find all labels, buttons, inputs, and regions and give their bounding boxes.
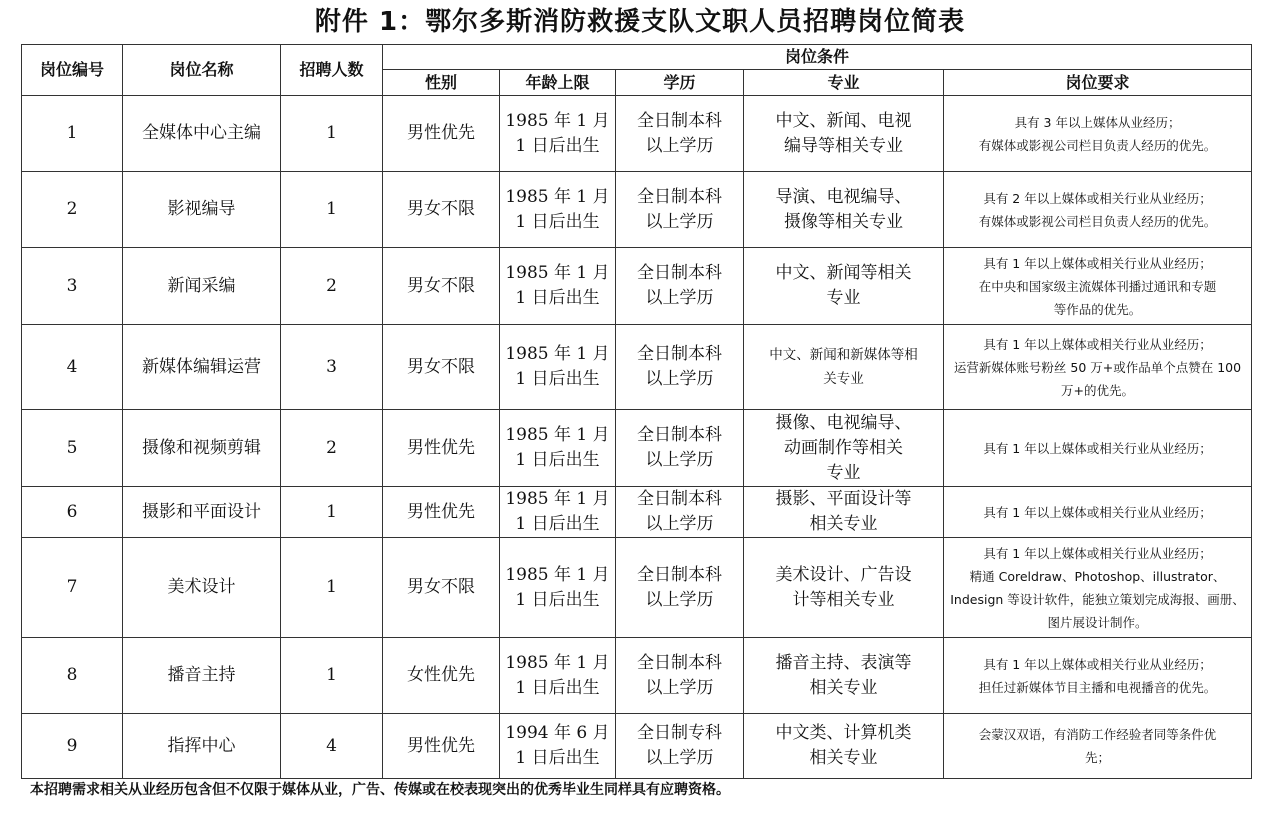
- cell-education-line: 以上学历: [645, 748, 714, 768]
- cell-age-line: 1 日后出生: [515, 748, 600, 768]
- cell-major-line: 摄像、电视编导、: [775, 412, 912, 433]
- cell-age-line: 1985 年 1 月: [505, 110, 610, 131]
- cell-requirements: [944, 538, 1252, 638]
- cell-age-line: 1985 年 1 月: [505, 652, 610, 673]
- cell-requirements-line: 具有 1 年以上媒体或相关行业从业经历；: [983, 255, 1212, 271]
- cell-age-line: 1985 年 1 月: [505, 564, 610, 585]
- cell-major-line: 动画制作等相关: [784, 437, 903, 458]
- cell-major: [744, 172, 944, 248]
- cell-age-line: 1 日后出生: [515, 450, 600, 470]
- cell-requirements-line: 具有 3 年以上媒体从业经历；: [1014, 114, 1181, 130]
- cell-age: [500, 714, 616, 779]
- cell-major-line: 专业: [826, 462, 861, 483]
- cell-id: 5: [22, 410, 123, 487]
- cell-major: [744, 96, 944, 172]
- cell-education: [616, 538, 744, 638]
- cell-count: 1: [281, 487, 383, 538]
- cell-gender: 男女不限: [383, 172, 500, 248]
- cell-count: 2: [281, 248, 383, 325]
- cell-age-line: 1985 年 1 月: [505, 344, 610, 364]
- cell-education-line: 以上学历: [645, 288, 714, 308]
- cell-id: 4: [22, 325, 123, 410]
- cell-position-name: 全媒体中心主编: [123, 96, 281, 172]
- cell-id: 2: [22, 172, 123, 248]
- cell-major: [744, 248, 944, 325]
- cell-position-name: 新闻采编: [123, 248, 281, 325]
- cell-age-line: 1 日后出生: [515, 589, 600, 610]
- cell-requirements-line: 等作品的优先。: [1053, 301, 1142, 317]
- cell-id: 8: [22, 638, 123, 714]
- table-row: [22, 410, 1252, 487]
- cell-education-line: 以上学历: [645, 450, 714, 470]
- cell-education-line: 以上学历: [645, 589, 714, 610]
- cell-age-line: 1985 年 1 月: [505, 425, 610, 445]
- cell-education-line: 全日制本科: [637, 344, 722, 364]
- cell-count: 4: [281, 714, 383, 779]
- cell-age-line: 1 日后出生: [515, 135, 600, 156]
- cell-requirements-line: 会蒙汉双语，有消防工作经验者同等条件优: [978, 727, 1217, 742]
- cell-major-line: 中文、新闻、电视: [775, 110, 912, 131]
- cell-age-line: 1994 年 6 月: [505, 723, 610, 743]
- cell-count: 1: [281, 538, 383, 638]
- table-row: [22, 538, 1252, 638]
- cell-requirements: [944, 96, 1252, 172]
- table-row: [22, 96, 1252, 172]
- cell-age-line: 1 日后出生: [515, 211, 600, 232]
- cell-age-line: 1985 年 1 月: [505, 263, 610, 283]
- cell-age: [500, 248, 616, 325]
- cell-gender: 男女不限: [383, 538, 500, 638]
- cell-major-line: 中文类、计算机类: [775, 723, 912, 743]
- header-requirements: 岗位要求: [944, 70, 1252, 96]
- cell-id: 6: [22, 487, 123, 538]
- table-row: [22, 714, 1252, 779]
- cell-gender: 男性优先: [383, 410, 500, 487]
- cell-major-line: 相关专业: [809, 514, 878, 534]
- cell-education: [616, 410, 744, 487]
- cell-education-line: 全日制专科: [637, 723, 722, 743]
- table-row: [22, 487, 1252, 538]
- footnote: 本招聘需求相关从业经历包含但不仅限于媒体从业，广告、传媒或在校表现突出的优秀毕业生同样具有应聘资格。: [30, 782, 730, 798]
- cell-requirements-line: 具有 1 年以上媒体或相关行业从业经历；: [983, 336, 1212, 352]
- cell-major-line: 中文、新闻等相关: [775, 263, 912, 283]
- cell-position-name: 新媒体编辑运营: [123, 325, 281, 410]
- cell-education-line: 全日制本科: [637, 564, 722, 585]
- cell-position-name: 指挥中心: [123, 714, 281, 779]
- cell-id: 9: [22, 714, 123, 779]
- cell-requirements: [944, 714, 1252, 779]
- cell-age: [500, 410, 616, 487]
- header-row-top: [22, 45, 1252, 70]
- cell-education-line: 全日制本科: [637, 186, 722, 207]
- cell-position-name: 影视编导: [123, 172, 281, 248]
- cell-requirements-line: 有媒体或影视公司栏目负责人经历的优先。: [978, 213, 1217, 229]
- table-row: [22, 172, 1252, 248]
- cell-education-line: 以上学历: [645, 211, 714, 232]
- cell-education-line: 全日制本科: [637, 263, 722, 283]
- cell-gender: 男性优先: [383, 714, 500, 779]
- cell-requirements: [944, 410, 1252, 487]
- cell-gender: 男性优先: [383, 96, 500, 172]
- cell-education-line: 全日制本科: [637, 489, 722, 509]
- cell-education: [616, 487, 744, 538]
- cell-education-line: 全日制本科: [637, 110, 722, 131]
- cell-requirements-line: 先；: [1085, 750, 1111, 765]
- cell-age-line: 1 日后出生: [515, 677, 600, 698]
- cell-education-line: 以上学历: [645, 677, 714, 698]
- cell-age-line: 1985 年 1 月: [505, 489, 610, 509]
- cell-id: 1: [22, 96, 123, 172]
- cell-count: 1: [281, 96, 383, 172]
- cell-requirements-line: 在中央和国家级主流媒体刊播过通讯和专题: [978, 278, 1217, 294]
- cell-major: [744, 487, 944, 538]
- cell-age: [500, 325, 616, 410]
- cell-age: [500, 172, 616, 248]
- cell-major-line: 摄像等相关专业: [784, 211, 903, 232]
- cell-major-line: 专业: [826, 288, 861, 308]
- cell-age-line: 1 日后出生: [515, 288, 600, 308]
- cell-count: 3: [281, 325, 383, 410]
- cell-requirements-line: 图片展设计制作。: [1047, 614, 1148, 630]
- cell-education-line: 以上学历: [645, 514, 714, 534]
- cell-age: [500, 487, 616, 538]
- cell-major: [744, 325, 944, 410]
- cell-age-line: 1 日后出生: [515, 369, 600, 389]
- cell-education: [616, 248, 744, 325]
- header-major: 专业: [744, 70, 944, 96]
- cell-count: 1: [281, 638, 383, 714]
- cell-major: [744, 714, 944, 779]
- header-conditions: 岗位条件: [383, 45, 1252, 70]
- cell-requirements: [944, 325, 1252, 410]
- cell-age-line: 1985 年 1 月: [505, 186, 610, 207]
- cell-age: [500, 638, 616, 714]
- cell-major-line: 中文、新闻和新媒体等相: [769, 347, 918, 363]
- cell-education: [616, 172, 744, 248]
- cell-requirements-line: 具有 2 年以上媒体或相关行业从业经历；: [983, 190, 1212, 206]
- cell-id: 3: [22, 248, 123, 325]
- cell-education-line: 以上学历: [645, 135, 714, 156]
- cell-major-line: 计等相关专业: [792, 589, 895, 610]
- cell-position-name: 美术设计: [123, 538, 281, 638]
- cell-requirements-line: 具有 1 年以上媒体或相关行业从业经历；: [983, 440, 1212, 456]
- cell-major-line: 导演、电视编导、: [775, 186, 912, 207]
- cell-requirements-line: 具有 1 年以上媒体或相关行业从业经历；: [983, 504, 1212, 520]
- cell-requirements-line: 有媒体或影视公司栏目负责人经历的优先。: [978, 137, 1217, 153]
- cell-age-line: 1 日后出生: [515, 514, 600, 534]
- cell-requirements: [944, 248, 1252, 325]
- cell-position-name: 摄影和平面设计: [123, 487, 281, 538]
- document-title: 附件 1：鄂尔多斯消防救援支队文职人员招聘岗位简表: [314, 7, 966, 37]
- cell-education: [616, 325, 744, 410]
- cell-requirements: [944, 487, 1252, 538]
- cell-major: [744, 638, 944, 714]
- cell-education-line: 全日制本科: [637, 652, 722, 673]
- cell-count: 1: [281, 172, 383, 248]
- cell-education: [616, 714, 744, 779]
- cell-requirements-line: 担任过新媒体节目主播和电视播音的优先。: [978, 679, 1217, 695]
- cell-education: [616, 638, 744, 714]
- cell-major-line: 摄影、平面设计等: [775, 489, 912, 509]
- table-row: [22, 638, 1252, 714]
- cell-major-line: 相关专业: [809, 677, 878, 698]
- cell-gender: 男性优先: [383, 487, 500, 538]
- header-id: 岗位编号: [22, 45, 123, 96]
- cell-major-line: 美术设计、广告设: [775, 564, 912, 585]
- cell-age: [500, 538, 616, 638]
- cell-id: 7: [22, 538, 123, 638]
- header-gender: 性别: [383, 70, 500, 96]
- cell-requirements-line: 具有 1 年以上媒体或相关行业从业经历；: [983, 545, 1212, 561]
- table-row: [22, 325, 1252, 410]
- cell-major: [744, 538, 944, 638]
- cell-major-line: 关专业: [823, 371, 864, 387]
- cell-requirements-line: 具有 1 年以上媒体或相关行业从业经历；: [983, 656, 1212, 672]
- cell-major-line: 编导等相关专业: [784, 135, 903, 156]
- cell-requirements: [944, 172, 1252, 248]
- cell-gender: 男女不限: [383, 325, 500, 410]
- positions-table: [21, 44, 1252, 779]
- header-count: 招聘人数: [281, 45, 383, 96]
- cell-count: 2: [281, 410, 383, 487]
- cell-education-line: 以上学历: [645, 369, 714, 389]
- table-row: [22, 248, 1252, 325]
- cell-major-line: 相关专业: [809, 748, 878, 768]
- cell-gender: 男女不限: [383, 248, 500, 325]
- header-education: 学历: [616, 70, 744, 96]
- cell-major-line: 播音主持、表演等: [775, 652, 912, 673]
- cell-position-name: 摄像和视频剪辑: [123, 410, 281, 487]
- cell-requirements-line: 万+的优先。: [1061, 382, 1134, 398]
- cell-requirements-line: 运营新媒体账号粉丝 50 万+或作品单个点赞在 100: [953, 359, 1242, 375]
- header-age: 年龄上限: [500, 70, 616, 96]
- cell-education-line: 全日制本科: [637, 425, 722, 445]
- cell-education: [616, 96, 744, 172]
- cell-requirements: [944, 638, 1252, 714]
- cell-position-name: 播音主持: [123, 638, 281, 714]
- cell-requirements-line: Indesign 等设计软件，能独立策划完成海报、画册、: [950, 591, 1245, 607]
- header-name: 岗位名称: [123, 45, 281, 96]
- cell-gender: 女性优先: [383, 638, 500, 714]
- cell-requirements-line: 精通 Coreldraw、Photoshop、illustrator、: [969, 568, 1226, 584]
- cell-major: [744, 410, 944, 487]
- cell-age: [500, 96, 616, 172]
